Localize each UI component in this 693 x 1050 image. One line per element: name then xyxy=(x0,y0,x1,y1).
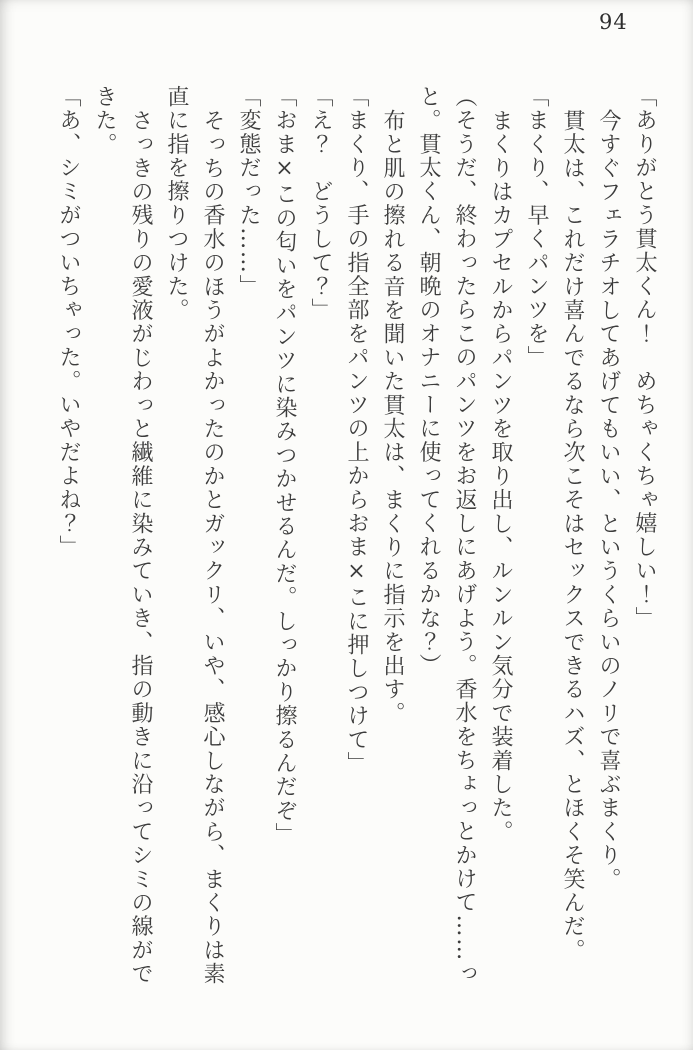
novel-paragraph: （そうだ、終わったらこのパンツをお返しにあげよう。香水をちょっとかけて……っと。貫太くん、朝晩のオナニーに使ってくれるかな？） xyxy=(416,85,477,986)
novel-paragraph: 今すぐフェラチオしてあげてもいい、というくらいのノリで喜ぶまくり。 xyxy=(596,108,621,891)
novel-paragraph: 「まくり、手の指全部をパンツの上からおま×こに押しつけて」 xyxy=(344,85,369,776)
novel-paragraph: さっきの残りの愛液がじわっと繊維に染みていき、指の動きに沿ってシミの線ができた。 xyxy=(92,85,153,986)
page-number: 94 xyxy=(599,10,628,34)
novel-paragraph: 「変態だった……」 xyxy=(236,85,261,299)
text-block xyxy=(50,85,662,990)
novel-paragraph: 「おま×この匂いをパンツに染みつかせるんだ。しっかり擦るんだぞ」 xyxy=(272,85,297,847)
novel-paragraph: 布と肌の擦れる音を聞いた貫太は、まくりに指示を出す。 xyxy=(380,108,405,725)
novel-paragraph: 「まくり、早くパンツを」 xyxy=(524,85,549,370)
novel-paragraph: 貫太は、これだけ喜んでるなら次こそはセックスできるハズ、とほくそ笑んだ。 xyxy=(560,108,585,962)
novel-paragraph: 「ありがとう貫太くん！ めちゃくちゃ嬉しい！」 xyxy=(632,85,657,631)
novel-paragraph: まくりはカプセルからパンツを取り出し、ルンルン気分で装着した。 xyxy=(488,108,513,844)
novel-paragraph: そっちの香水のほうがよかったのかとガックリ、いや、感心しながら、まくりは素直に指を擦りつけた。 xyxy=(164,85,225,986)
novel-paragraph: 「え？ どうして？」 xyxy=(308,85,333,322)
novel-paragraph: 「あ、シミがついちゃった。いやだよね？」 xyxy=(56,85,81,559)
